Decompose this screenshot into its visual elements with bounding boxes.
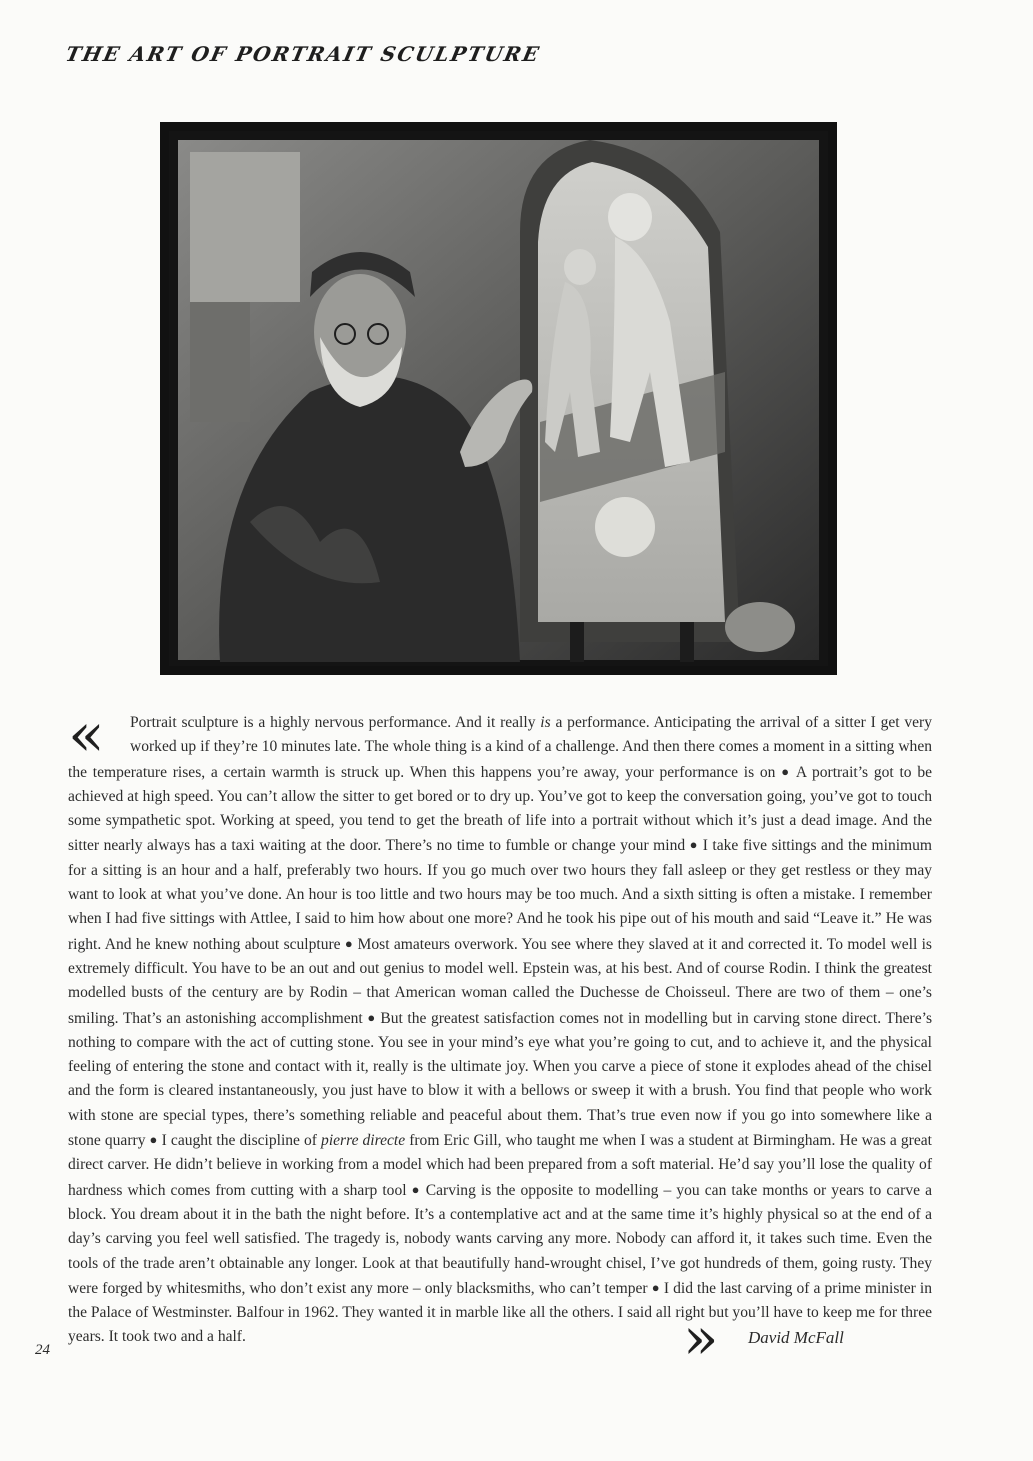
sculptor-at-relief-photo-icon xyxy=(160,122,837,675)
article-body xyxy=(68,700,933,1350)
close-quote-icon: » xyxy=(683,1304,711,1372)
article-paragraph: I take five sittings and the minimum for a sitting is an hour and a half, preferably two hours. If you go much over two hours they fall asleep or they get restless or they may want to look at what you’ve done. An hour is too little and two hours may be too much. And a sixth sitting is often a mistake. I remember when I had five sittings with Attlee, I said to him how about one more? And he took his pipe out of his mouth and said “Leave it.” He was right. And he knew nothing about sculpture xyxy=(68,837,933,953)
article-emphasis: is xyxy=(540,714,551,731)
bullet-icon: ● xyxy=(367,1009,376,1025)
bullet-icon: ● xyxy=(689,837,699,853)
article-paragraph: But the greatest satisfaction comes not in modelling but in carving stone direct. There’s nothing to compare with the act of cutting stone. You see in your mind’s eye what you’re going to cut, and to achieve it, and the physical feeling of entering the stone and contact with it, really is the ultimate joy. When you carve a piece of stone it explodes ahead of the chisel and the form is cleared instantaneously, you just have to blow it with a bellows or sweep it with a brush. You find that people who work with stone are special types, there’s something reliable and peaceful about them. That’s true even now if you go into somewhere like a stone quarry xyxy=(68,1009,933,1150)
bullet-icon: ● xyxy=(149,1132,158,1148)
article-paragraph: Portrait sculpture is a highly nervous performance. And it really xyxy=(130,714,541,731)
bullet-icon: ● xyxy=(344,935,354,951)
open-quote-icon: « xyxy=(68,700,97,770)
article-emphasis: pierre directe xyxy=(321,1132,406,1150)
article-paragraph: from Eric Gill, who taught me when I was a student at Birmingham. He was a great direct carver. He didn’t believe in working from a model which had been prepared from a soft material. He’d say you’ll lose the quality of hardness which comes from cutting with a sharp tool xyxy=(68,1132,932,1199)
bullet-icon: ● xyxy=(781,763,791,779)
page-number: 24 xyxy=(35,1342,50,1358)
page-title: THE ART OF PORTRAIT SCULPTURE xyxy=(63,42,543,66)
author-name: David McFall xyxy=(748,1328,844,1347)
article-paragraph: A portrait’s got to be achieved at high speed. You can’t allow the sitter to get bored or to dry up. You’ve got to keep the conversation going, you’ve got to touch some sympathetic spot. Working at speed, you tend to get the breath of life into a portrait without which it’s just a dead image. And the sitter nearly always has a taxi waiting at the door. There’s no time to fumble or change your mind xyxy=(68,763,933,855)
bullet-icon: ● xyxy=(411,1181,421,1197)
article-paragraph: a performance. Anticipating the arrival of a sitter I get very worked up if they’re 10 minutes late. The whole thing is a kind of a challenge. And then there comes a moment in a sitting when the temperature rises, a certain warmth is struck up. When this happens you’re away, your performance is on xyxy=(68,714,932,781)
article-paragraph: Carving is the opposite to modelling – you can take months or years to carve a block. You dream about it in the bath the night before. It’s a contemplative act and at the same time it’s highly physical so at the end of a day’s carving you feel well satisfied. The tragedy is, nobody wants carving any more. Nobody can afford it, it takes such time. Even the tools of the trade aren’t obtainable any longer. Look at that beautifully hand-wrought chisel, I’ve got hundreds of them, going rusty. They were forged by whitesmiths, who don’t exist any more – only blacksmiths, who can’t temper xyxy=(68,1181,932,1297)
article-paragraph: Most amateurs overwork. You see where they slaved at it and corrected it. To model well is extremely difficult. You have to be an out and out genius to model well. Epstein was, at his best. And of course Rodin. I think the greatest modelled busts of the century are by Rodin – that American woman called the Duchesse de Choisseul. There are two of them – one’s smiling. That’s an astonishing accomplishment xyxy=(68,935,932,1027)
bullet-icon: ● xyxy=(651,1279,660,1295)
article-paragraph: I caught the discipline of xyxy=(157,1132,322,1150)
article-paragraph: I did the last carving of a prime minister in the Palace of Westminster. Balfour in 1962. They wanted it in marble like all the others. I said all right but you’ll have to keep me for three years. It took two and a half. xyxy=(68,1279,933,1346)
sculptor-photo xyxy=(160,122,837,675)
